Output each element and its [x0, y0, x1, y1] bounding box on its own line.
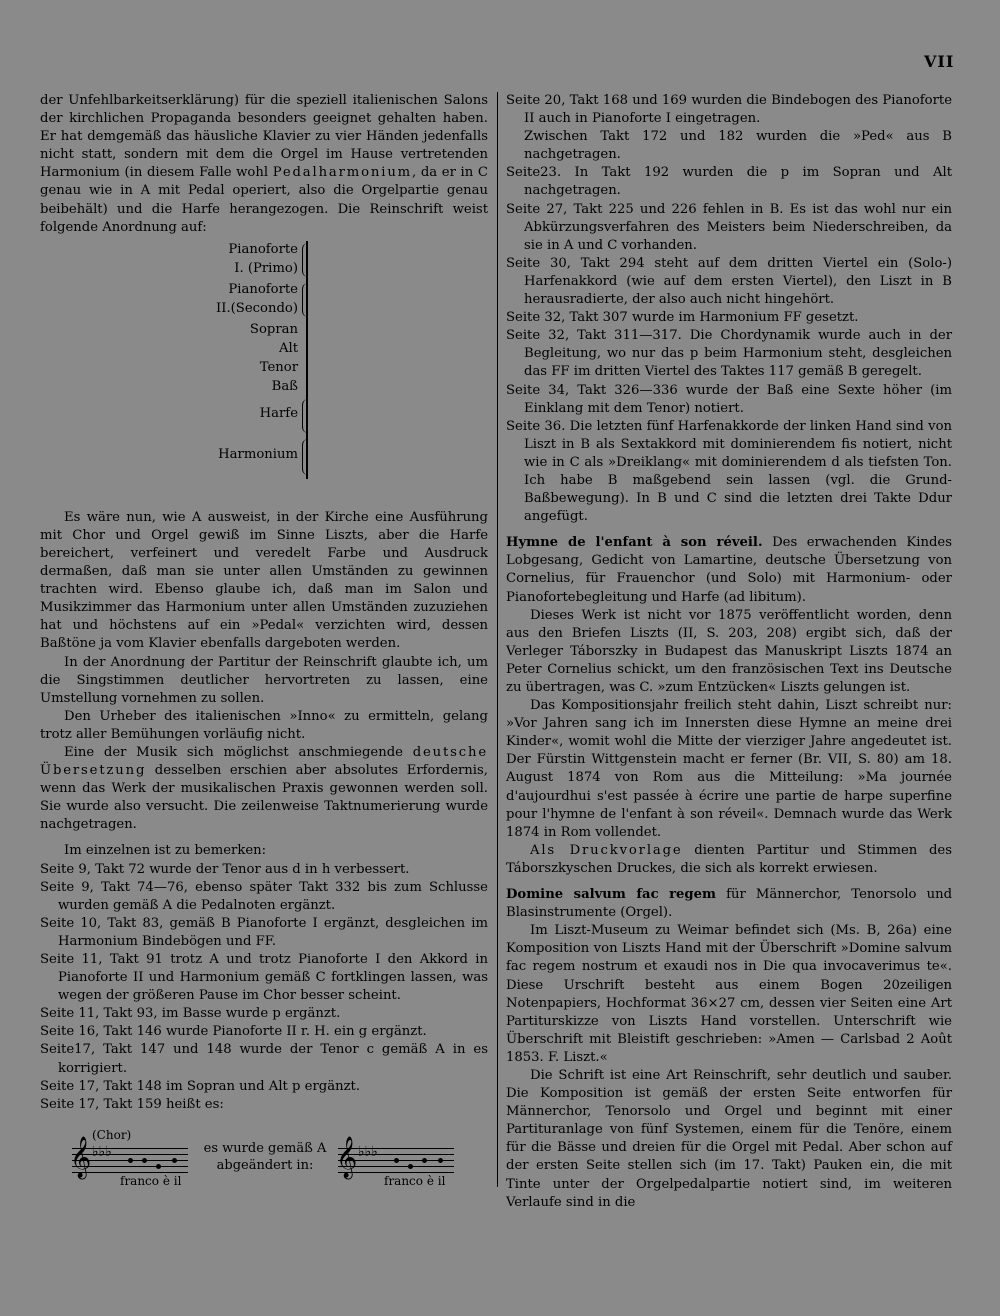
score-layout-table [40, 241, 488, 503]
paragraph: Das Kompositionsjahr freilich steht dahin, Liszt schreibt nur: »Vor Jahren sang ich im Innersten diese Hymne an meine drei Kinder«, womit wohl die Mitte der vierziger Jahre angedeutet ist. Der Fürstin Wittgenstein macht er ferner (Br. VII, S. 80) am 18. August 1874 von Rom aus die Mitteilung: »Ma journée d'aujourdhui s'est passée à écrire une partie de harpe superfine pour l'hymne de l'enfant à son réveil«. Demnach wurde das Werk 1874 in Rom vollendet. [506, 698, 952, 840]
note-item: Seite 32, Takt 311—317. Die Chordynamik wurde auch in der Begleitung, wo nur das p beim Harmonium steht, desgleichen das FF im dritten Viertel des Taktes 117 gemäß B geregelt. [506, 328, 952, 380]
note-item: Seite 9, Takt 74—76, ebenso später Takt 332 bis zum Schlusse wurden gemäß A die Pedalnoten ergänzt. [40, 879, 488, 913]
paragraph: Es wäre nun, wie A ausweist, in der Kirche eine Ausführung mit Chor und Orgel gewiß im Sinne Liszts, aber die Harfe bereichert, verfeinert und veredelt Farbe und Ausdruck dermaßen, daß man sie unter allen Umständen zu gewinnen trachten wird. Ebenso glaube ich, daß man im Salon und Musikzimmer das Harmonium unter allen Umständen zuzuziehen hat und höchstens auf ein »Pedal« verzichten wird, dessen Baßtöne ja vom Klavier ebenfalls dargeboten werden. [40, 509, 488, 652]
part-label: Pianoforte [228, 241, 298, 257]
part-label: Baß [271, 378, 298, 394]
note-item: Seite 30, Takt 294 steht auf dem dritten Viertel ein (Solo-) Harfenakkord (wie auf dem ersten Viertel), den Liszt in B herausradierte, der also auch nicht hingehört. [506, 255, 952, 308]
part-label: II.(Secondo) [216, 300, 298, 316]
paragraph: Als Druckvorlage dienten Partitur und Stimmen des Táborszkyschen Druckes, die sich als korrekt erwiesen. [506, 842, 952, 876]
music-example [62, 1128, 462, 1190]
part-label: Alt [278, 340, 298, 356]
paragraph: In der Anordnung der Partitur der Reinschrift glaubte ich, um die Singstimmen deutlicher hervortreten zu lassen, eine Umstellung vornehmen zu sollen. [40, 654, 488, 706]
paragraph: Hymne de l'enfant à son réveil. Des erwachenden Kindes Lobgesang, Gedicht von Lamartine, deutsche Übersetzung von Cornelius, für Frauenchor (und Solo) mit Harmonium- oder Pianofortebegleitung und Harfe (ad libitum). [506, 535, 952, 605]
lyric: franco è il [120, 1174, 182, 1188]
staff-original: 𝄞 ♭♭♭ [72, 1148, 188, 1172]
spaced-term: Als Druckvorlage [530, 842, 683, 858]
page-number: VII [924, 52, 955, 71]
note-item: Seite 20, Takt 168 und 169 wurden die Bindebogen des Pianoforte II auch in Pianoforte I eingetragen. [506, 93, 952, 127]
spaced-term: Pedalharmonium [272, 165, 413, 181]
note-item: Seite 17, Takt 159 heißt es: [40, 1096, 224, 1112]
note-item: Seite 27, Takt 225 und 226 fehlen in B. Es ist das wohl nur ein Abkürzungsverfahren des Meisters beim Niederschreiben, da sie in A und C vorhanden. [506, 201, 952, 253]
paragraph: Dieses Werk ist nicht vor 1875 veröffentlicht worden, denn aus den Briefen Liszts (II, S. 203, 208) ergibt sich, daß der Verleger Táborszky in Budapest das Manuskript Liszts 1874 an Peter Cornelius schickt, um den französischen Text ins Deutsche zu übertragen, was C. »zum Entzücken« Liszts gelungen ist. [506, 607, 952, 695]
part-label: Pianoforte [228, 281, 298, 297]
note-item: Seite 16, Takt 146 wurde Pianoforte II r. H. ein g ergänzt. [40, 1024, 427, 1040]
staff-revised: 𝄞 ♭♭♭ [338, 1148, 454, 1172]
note-item: Seite 36. Die letzten fünf Harfenakkorde der linken Hand sind von Liszt in B als Sextakkord mit dominierendem fis notiert, nicht wie in C als »Dreiklang« mit dominierendem d als tiefsten Ton. Ich habe B maßgebend sein lassen (vgl. die Grund-Baßbewegung). In B und C sind die letzten drei Takte Ddur angefügt. [506, 418, 952, 525]
paragraph: Im Liszt-Museum zu Weimar befindet sich (Ms. B, 26a) eine Komposition von Liszts Hand mit der Überschrift »Domine salvum fac regem nostrum et exaudi nos in Die qua invocaverimus te«. Diese Urschrift besteht aus einem Bogen 20zeiligen Notenpapiers, Hochformat 36×27 cm, dessen vier Seiten eine Art Partiturskizze von Liszts Hand vorstellen. Unterschrift wie Überschrift mit Bleistift geschrieben: »Amen — Carlsbad 2 Août 1853. F. Liszt.« [506, 923, 952, 1065]
note-item: Seite 32, Takt 307 wurde im Harmonium FF gesetzt. [506, 310, 859, 326]
note-item: Seite 34, Takt 326—336 wurde der Baß eine Sexte höher (im Einklang mit dem Tenor) notiert. [506, 382, 952, 416]
note-item: Seite 10, Takt 83, gemäß B Pianoforte I ergänzt, desgleichen im Harmonium Bindebögen und FF. [40, 915, 488, 949]
paragraph: Die Schrift ist eine Art Reinschrift, sehr deutlich und sauber. Die Komposition ist gemäß der ersten Seite entworfen für Männerchor, Tenorsolo und Orgel und beginnt mit einer Partituranlage von fünf Systemen, einem für die Tenöre, einem für die Bässe und dreien für die Orgel mit Pedal. Aber schon auf der ersten Seite stellen sich (im 17. Takt) Pauken ein, die mit Tinte unter der Orgelpedalpartie notiert sind, im weiteren Verlaufe sind in die [506, 1067, 952, 1210]
note-item: Zwischen Takt 172 und 182 wurden die »Ped« aus B nachgetragen. [524, 129, 952, 163]
music-caption: es wurde gemäß A abgeändert in: [203, 1141, 327, 1173]
note-item: Seite23. In Takt 192 wurden die p im Sopran und Alt nachgetragen. [506, 165, 952, 199]
paragraph: Domine salvum fac regem für Männerchor, Tenorsolo und Blasinstrumente (Orgel). [506, 887, 953, 921]
note-item: Seite 9, Takt 72 wurde der Tenor aus d in h verbessert. [40, 861, 410, 877]
note-item: Seite 11, Takt 93, im Basse wurde p ergänzt. [40, 1006, 341, 1022]
paragraph: der Unfehlbarkeitserklärung) für die speziell italienischen Salons der kirchlichen Propaganda besonders geeignet gehalten haben. Er hat demgemäß das häusliche Klavier zu vier Händen jedenfalls nicht statt, sondern mit dem die Orgel im Hause vertretenden Harmonium (in diesem Falle wohl Pedalharmonium, da er in C genau wie in A mit Pedal operiert, also die Orgelpartie genau beibehält) und die Harfe herangezogen. Die Reinschrift weist folgende Anordnung auf: [40, 93, 488, 235]
part-label: I. (Primo) [234, 260, 298, 276]
paragraph: Im einzelnen ist zu bemerken: [64, 843, 267, 859]
column-divider [497, 92, 498, 1187]
note-item: Seite17, Takt 147 und 148 wurde der Tenor c gemäß A in es korrigiert. [40, 1042, 488, 1076]
part-label: Tenor [259, 359, 298, 375]
treble-clef-icon: 𝄞 [336, 1137, 358, 1178]
paragraph: Den Urheber des italienischen »Inno« zu ermitteln, gelang trotz aller Bemühungen vorläufig nicht. [40, 708, 488, 742]
section-title: Hymne de l'enfant à son réveil. [506, 535, 763, 551]
paragraph: Eine der Musik sich möglichst anschmiegende deutsche Übersetzung desselben erschien aber absolutes Erfordernis, wenn das Werk der musikalischen Praxis gewonnen werden soll. Sie wurde also versucht. Die zeilenweise Taktnumerierung wurde nachgetragen. [40, 744, 488, 833]
spaced-term: deutsche Übersetzung [40, 744, 488, 779]
chor-label: (Chor) [92, 1128, 132, 1142]
section-title: Domine salvum fac regem [506, 887, 716, 903]
lyric: franco è il [384, 1174, 446, 1188]
part-label: Sopran [249, 321, 298, 337]
treble-clef-icon: 𝄞 [70, 1137, 92, 1178]
system-bracket [306, 241, 308, 479]
right-column [506, 92, 952, 1212]
note-item: Seite 17, Takt 148 im Sopran und Alt p ergänzt. [40, 1078, 361, 1094]
note-item: Seite 11, Takt 91 trotz A und trotz Pianoforte I den Akkord in Pianoforte II und Harmonium gemäß C fortklingen lassen, was wegen der größeren Pause im Chor besser scheint. [40, 952, 488, 1004]
part-label: Harmonium [218, 446, 298, 462]
part-label: Harfe [259, 405, 298, 421]
left-column [40, 92, 488, 1114]
